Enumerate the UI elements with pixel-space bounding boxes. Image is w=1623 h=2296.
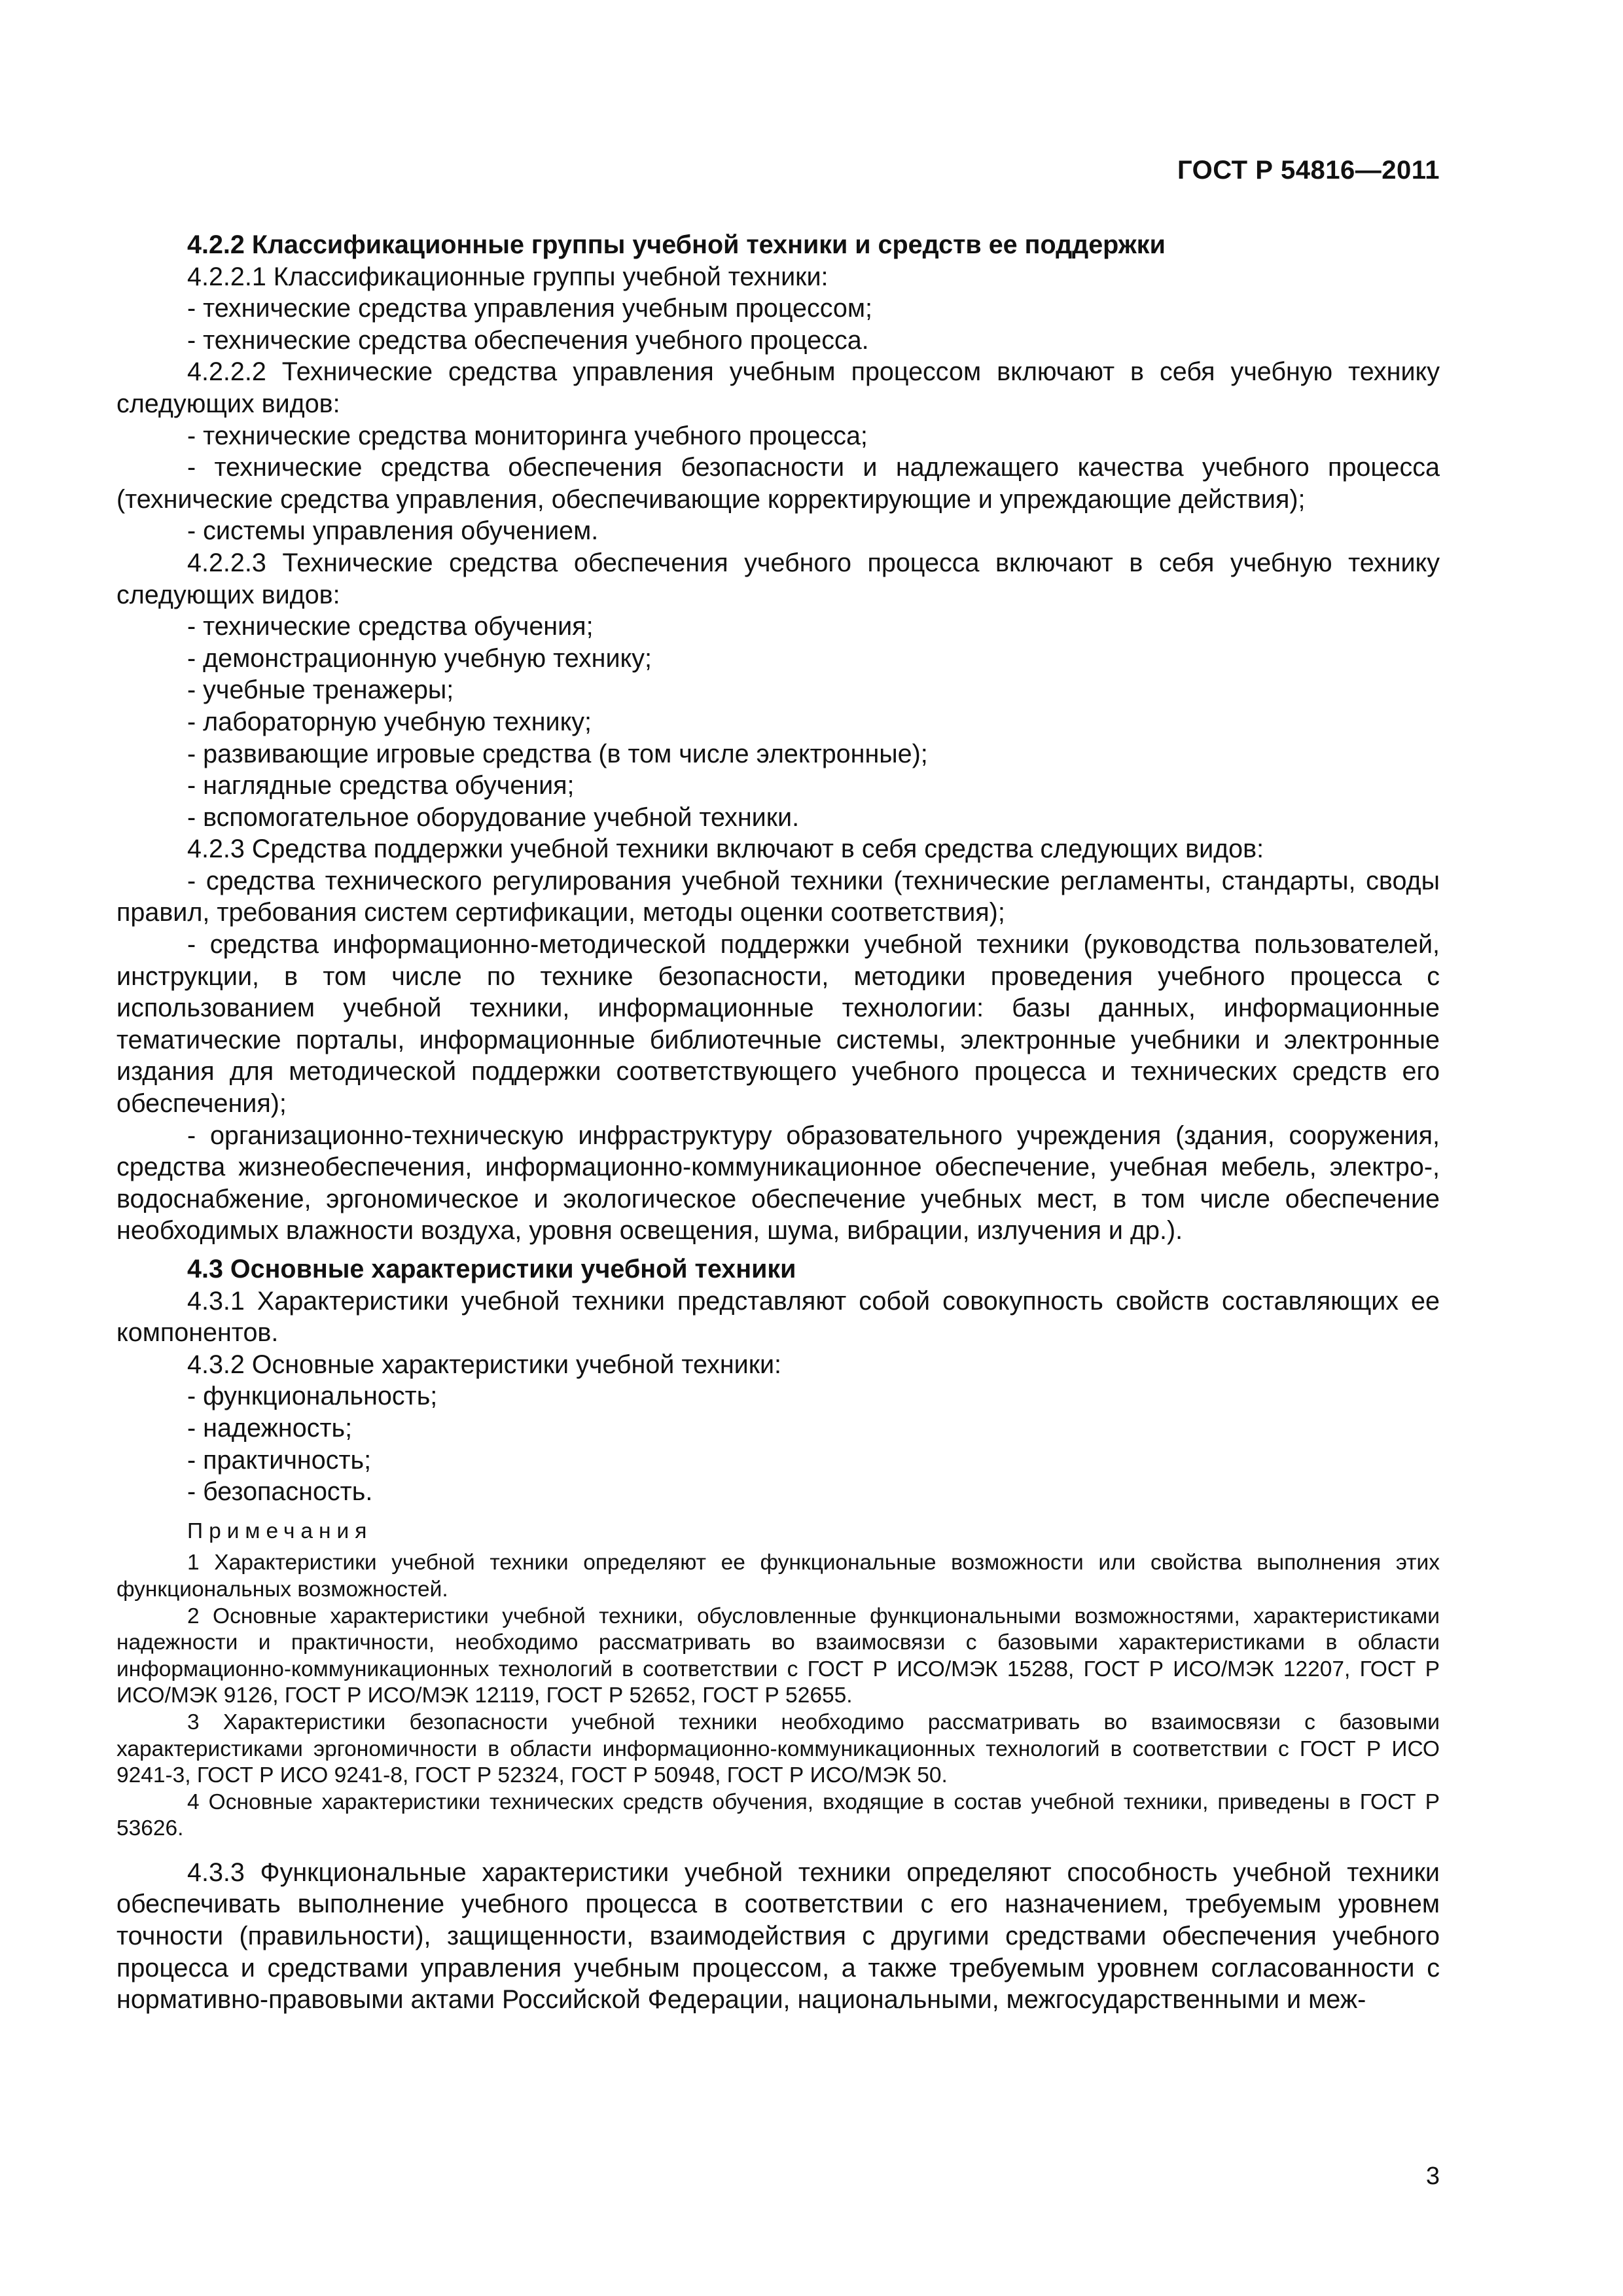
section-heading: 4.2.2 Классификационные группы учебной техники и средств ее поддержки xyxy=(187,230,1166,259)
paragraph: - технические средства мониторинга учебного процесса; xyxy=(187,421,868,450)
sections-container xyxy=(116,229,1440,1508)
paragraph: - средства информационно-методической поддержки учебной техники (руководства пользователей, инструкции, в том числе по технике безопасности, методики проведения учебного процесса с использованием учебной техники, информационные технологии: базы данных, информационные тематические порталы, информационные библиотечные системы, электронные учебники и электронные издания для методической поддержки соответствующего учебного процесса и технических средств его обеспечения); xyxy=(116,930,1440,1119)
paragraph: - практичность; xyxy=(187,1445,372,1475)
paragraph: - наглядные средства обучения; xyxy=(187,771,575,800)
paragraph: - функциональность; xyxy=(187,1382,438,1411)
paragraph: - безопасность. xyxy=(187,1477,373,1507)
notes-caption: Примечания xyxy=(187,1518,373,1543)
paragraph: - системы управления обучением. xyxy=(187,516,599,546)
paragraph: - вспомогательное оборудование учебной техники. xyxy=(187,802,800,832)
paragraph: 4.2.2.3 Технические средства обеспечения учебного процесса включают в себя учебную технику следующих видов: xyxy=(116,548,1440,609)
paragraph: - надежность; xyxy=(187,1413,353,1443)
paragraph: 4.2.2.1 Классификационные группы учебной техники: xyxy=(187,262,829,291)
note-item: 3 Характеристики безопасности учебной техники необходимо рассматривать во взаимосвязи с базовыми характеристиками эргономичности в области информационно-коммуникационных технологий в соответствии с ГОСТ Р ИСО 9241-3, ГОСТ Р ИСО 9241-8, ГОСТ Р 52324, ГОСТ Р 50948, ГОСТ Р ИСО/МЭК 50. xyxy=(116,1710,1440,1788)
note-item: 4 Основные характеристики технических средств обучения, входящие в состав учебной техники, приведены в ГОСТ Р 53626. xyxy=(116,1789,1440,1841)
paragraph: - организационно-техническую инфраструктуру образовательного учреждения (здания, сооружения, средства жизнеобеспечения, информационно-коммуникационное обеспечение, учебная мебель, электро-, водоснабжение, эргономическое и экологическое обеспечение учебных мест, в том числе обеспечение необходимых влажности воздуха, уровня освещения, шума, вибрации, излучения и др.). xyxy=(116,1121,1440,1246)
notes-block xyxy=(116,1518,1440,1842)
paragraph: - демонстрационную учебную технику; xyxy=(187,643,652,673)
paragraph: - технические средства обеспечения безопасности и надлежащего качества учебного процесса (технические средства управления, обеспечивающие корректирующие и упреждающие действия); xyxy=(116,453,1440,514)
page-number: 3 xyxy=(1425,2162,1440,2190)
document-body xyxy=(116,229,1440,2016)
paragraph: - средства технического регулирования учебной техники (технические регламенты, стандарты, своды правил, требования систем сертификации, методы оценки соответствия); xyxy=(116,866,1440,927)
paragraph: - технические средства управления учебным процессом; xyxy=(187,294,873,323)
paragraph: 4.2.2.2 Технические средства управления учебным процессом включают в себя учебную технику следующих видов: xyxy=(116,357,1440,418)
paragraph: - технические средства обучения; xyxy=(187,612,594,641)
document-code-header: ГОСТ Р 54816—2011 xyxy=(1177,156,1440,185)
paragraph: 4.3.2 Основные характеристики учебной техники: xyxy=(187,1350,782,1379)
paragraph: - развивающие игровые средства (в том числе электронные); xyxy=(187,739,928,768)
paragraph: - лабораторную учебную технику; xyxy=(187,707,592,736)
paragraph: 4.3.1 Характеристики учебной техники представляют собой совокупность свойств составляющих ее компонентов. xyxy=(116,1286,1440,1348)
paragraph: - учебные тренажеры; xyxy=(187,675,454,705)
paragraph: - технические средства обеспечения учебного процесса. xyxy=(187,325,869,355)
note-item: 2 Основные характеристики учебной техники, обусловленные функциональными возможностями, характеристиками надежности и практичности, необходимо рассматривать во взаимосвязи с базовыми характеристиками в области информационно-коммуникационных технологий в соответствии с ГОСТ Р ИСО/МЭК 15288, ГОСТ Р ИСО/МЭК 12207, ГОСТ Р ИСО/МЭК 9126, ГОСТ Р ИСО/МЭК 12119, ГОСТ Р 52652, ГОСТ Р 52655. xyxy=(116,1604,1440,1708)
paragraph-4-3-3: 4.3.3 Функциональные характеристики учебной техники определяют способность учебной техники обеспечивать выполнение учебного процесса в соответствии с его назначением, требуемым уровнем точности (правильности), защищенности, взаимодействия с другими средствами обеспечения учебного процесса и средствами управления учебным процессом, а также требуемым уровнем согласованности с нормативно-правовыми актами Российской Федерации, национальными, межгосударственными и меж- xyxy=(116,1857,1440,2015)
paragraph: 4.2.3 Средства поддержки учебной техники включают в себя средства следующих видов: xyxy=(187,834,1264,864)
section-heading: 4.3 Основные характеристики учебной техники xyxy=(187,1255,796,1283)
note-item: 1 Характеристики учебной техники определяют ее функциональные возможности или свойства выполнения этих функциональных возможностей. xyxy=(116,1551,1440,1602)
